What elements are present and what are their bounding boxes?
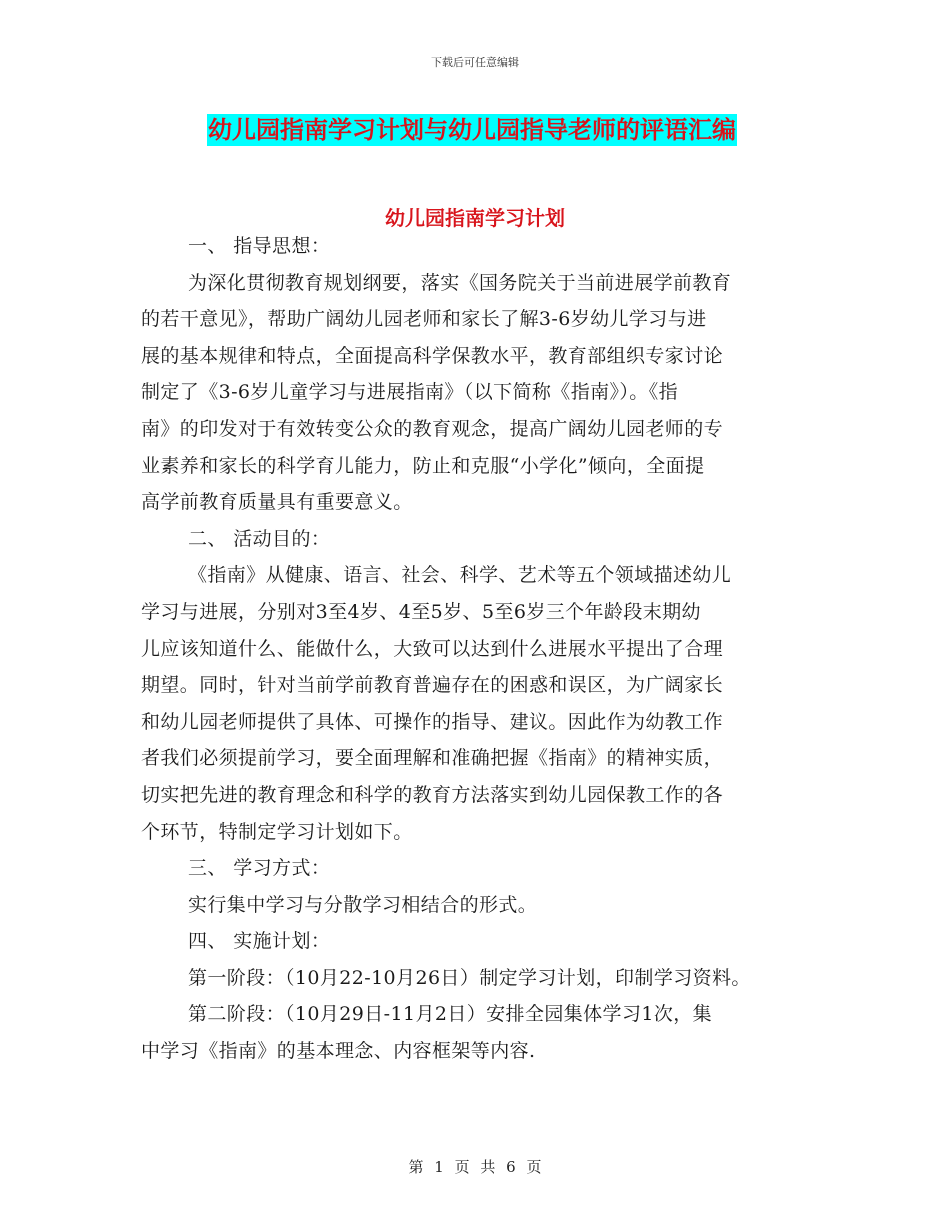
- paragraph-line: 实行集中学习与分散学习相结合的形式。: [188, 893, 538, 916]
- heading-guiding-thought: 一、 指导思想：: [188, 235, 331, 257]
- paragraph-line: 第一阶段：（10月22-10月26日）制定学习计划，印制学习资料。: [188, 966, 751, 989]
- page-footer: 第 1 页 共 6 页: [408, 1158, 542, 1176]
- paragraph-line: 《指南》从健康、语言、社会、科学、艺术等五个领域描述幼儿: [188, 564, 732, 587]
- paragraph-line: 者我们必须提前学习，要全面理解和准确把握《指南》的精神实质，: [141, 747, 724, 770]
- paragraph-line: 为深化贯彻教育规划纲要，落实《国务院关于当前进展学前教育: [188, 271, 732, 294]
- paragraph-line: 切实把先进的教育理念和科学的教育方法落实到幼儿园保教工作的各: [141, 783, 724, 806]
- heading-study-method: 三、 学习方式：: [188, 857, 331, 880]
- paragraph-line: 南》的印发对于有效转变公众的教育观念，提高广阔幼儿园老师的专: [141, 417, 724, 440]
- paragraph-line: 学习与进展，分别对3至4岁、4至5岁、5至6岁三个年龄段末期幼: [141, 600, 701, 623]
- section-title: 幼儿园指南学习计划: [385, 206, 565, 230]
- paragraph-line: 的若干意见》，帮助广阔幼儿园老师和家长了解3-6岁幼儿学习与进: [141, 308, 707, 331]
- paragraph-line: 和幼儿园老师提供了具体、可操作的指导、建议。因此作为幼教工作: [141, 710, 724, 733]
- paragraph-line: 中学习《指南》的基本理念、内容框架等内容.: [141, 1040, 536, 1063]
- header-note: 下载后可任意编辑: [431, 56, 519, 69]
- body-text: [141, 228, 811, 1070]
- paragraph-line: 高学前教育质量具有重要意义。: [141, 491, 413, 514]
- paragraph-line: 期望。同时，针对当前学前教育普遍存在的困惑和误区，为广阔家长: [141, 674, 724, 697]
- document-title: 幼儿园指南学习计划与幼儿园指导老师的评语汇编: [208, 115, 736, 144]
- paragraph-line: 个环节，特制定学习计划如下。: [141, 820, 413, 843]
- paragraph-line: 业素养和家长的科学育儿能力，防止和克服“小学化”倾向，全面提: [141, 454, 705, 477]
- paragraph-line: 儿应该知道什么、能做什么，大致可以达到什么进展水平提出了合理: [141, 637, 724, 660]
- paragraph-line: 第二阶段：（10月29日-11月2日）安排全园集体学习1次，集: [188, 1003, 713, 1026]
- heading-implementation-plan: 四、 实施计划：: [188, 930, 331, 953]
- heading-activity-purpose: 二、 活动目的：: [188, 527, 331, 550]
- paragraph-line: 展的基本规律和特点，全面提高科学保教水平，教育部组织专家讨论: [141, 344, 724, 367]
- paragraph-line: 制定了《3-6岁儿童学习与进展指南》（以下简称《指南》）。《指: [141, 381, 678, 404]
